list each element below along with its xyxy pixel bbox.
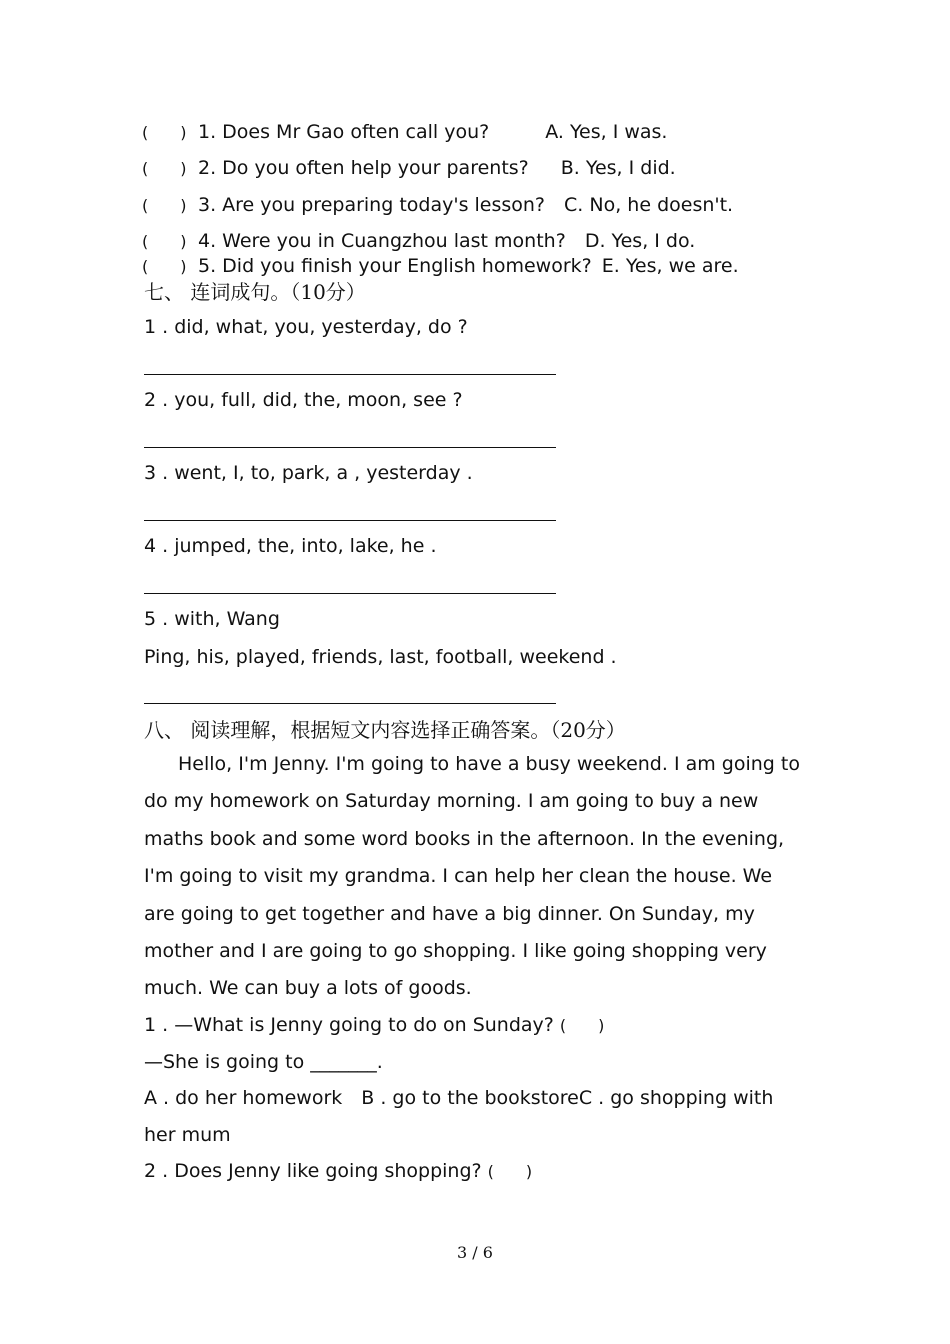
reorder-item-3: 3 . went, I, to, park, a , yesterday . (144, 462, 473, 484)
matching-item-3 (144, 193, 733, 218)
reading-question-1 (144, 1013, 604, 1038)
matching-answer: C. No, he doesn't. (564, 194, 734, 216)
reorder-item-1: 1 . did, what, you, yesterday, do ? (144, 316, 468, 338)
question-text: 2 . Does Jenny like going shopping? (144, 1160, 482, 1182)
section-7-heading: 七、 连词成句。（10分） (144, 280, 366, 304)
answer-line (144, 374, 556, 375)
section-8-heading: 八、 阅读理解，根据短文内容选择正确答案。（20分） (144, 718, 626, 742)
answer-line (144, 703, 556, 704)
reading-passage (144, 746, 804, 1008)
answer-paren: ( ) (142, 257, 187, 276)
answer-paren: ( ) (142, 159, 187, 178)
matching-question: 5. Did you finish your English homework? (198, 255, 592, 277)
matching-answer: D. Yes, I do. (584, 230, 696, 252)
page-number: 3 / 6 (457, 1243, 493, 1262)
answer-line (144, 593, 556, 594)
reading-question-1-options: A . do her homework B . go to the bookstoreC . go shopping with (144, 1087, 774, 1109)
reading-question-2 (144, 1159, 532, 1184)
matching-answer: B. Yes, I did. (560, 157, 676, 179)
matching-question: 1. Does Mr Gao often call you? (198, 121, 490, 143)
answer-paren: ( ) (142, 123, 187, 142)
matching-item-1 (144, 120, 667, 145)
matching-item-2 (144, 156, 676, 181)
matching-answer: E. Yes, we are. (601, 255, 739, 277)
matching-question: 2. Do you often help your parents? (198, 157, 529, 179)
matching-question: 3. Are you preparing today's lesson? (198, 194, 546, 216)
reorder-item-4: 4 . jumped, the, into, lake, he . (144, 535, 437, 557)
answer-paren: ( ) (559, 1016, 605, 1035)
reorder-item-2: 2 . you, full, did, the, moon, see ? (144, 389, 463, 411)
answer-paren: ( ) (142, 196, 187, 215)
answer-line (144, 447, 556, 448)
question-text: 1 . —What is Jenny going to do on Sunday? (144, 1014, 554, 1036)
matching-question: 4. Were you in Cuangzhou last month? (198, 230, 566, 252)
reorder-item-5: 5 . with, Wang (144, 608, 280, 630)
reading-question-1-options-continued: her mum (144, 1124, 231, 1146)
reading-question-1-answer: —She is going to _______. (144, 1051, 383, 1073)
reorder-item-5-continued: Ping, his, played, friends, last, football, weekend . (144, 646, 617, 668)
matching-answer: A. Yes, I was. (545, 121, 668, 143)
matching-item-5 (144, 254, 739, 279)
passage-text: Hello, I'm Jenny. I'm going to have a busy weekend. I am going to do my homework on Saturday morning. I am going to buy a new maths book and some word books in the afternoon. In the evening, I'm going to visit my grandma. I can help her clean the house. We are going to get together and have a big dinner. On Sunday, my mother and I are going to go shopping. I like going shopping very much. We can buy a lots of goods. (144, 753, 800, 1000)
matching-item-4 (144, 229, 695, 254)
answer-paren: ( ) (487, 1162, 533, 1181)
answer-line (144, 520, 556, 521)
answer-paren: ( ) (142, 232, 187, 251)
